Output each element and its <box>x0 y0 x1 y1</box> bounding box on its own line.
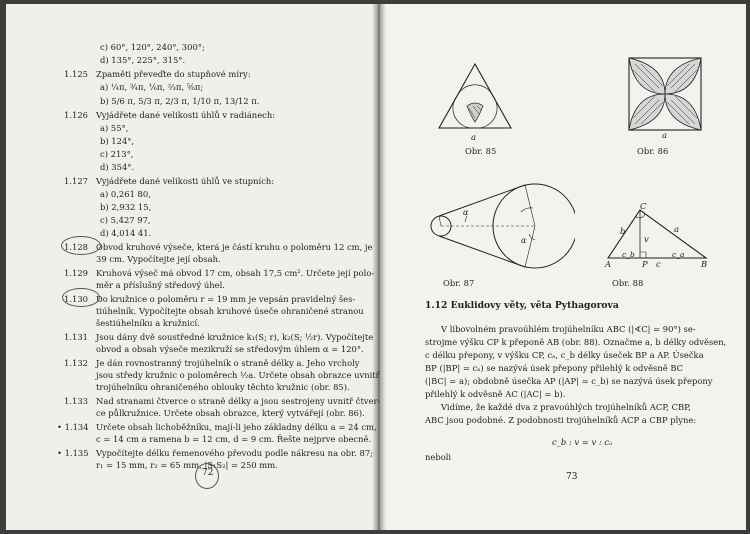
paragraph-line: BP (|BP| = cₐ) se nazývá úsek přepony přilehlý k odvěsně BC <box>425 363 684 373</box>
pencil-circle-mark <box>62 288 100 307</box>
exercise-number: • 1.134 <box>57 422 89 432</box>
exercise-line: 39 cm. Vypočítejte její obsah. <box>96 254 221 264</box>
figure-85-caption: Obr. 85 <box>465 146 497 156</box>
figure-87-alpha-label-2: α <box>521 236 527 245</box>
exercise-number: 1.125 <box>64 69 88 79</box>
exercise-line: Nad stranami čtverce o straně délky a jsou sestrojeny uvnitř čtver- <box>96 396 381 406</box>
figure-87-caption: Obr. 87 <box>443 278 475 288</box>
proportion-formula: c_b : v = v : cₐ <box>552 437 613 447</box>
exercise-number: 1.126 <box>64 110 88 120</box>
neboli-text: neboli <box>425 452 452 462</box>
figure-88-side-a: a <box>674 224 679 234</box>
exercise-number: 1.130 <box>64 294 88 304</box>
figure-88-side-b: b <box>620 226 626 236</box>
paragraph-line: přilehlý k odvěsně AC (|AC| = b). <box>425 389 566 399</box>
exercise-line: Zpaměti převeďte do stupňové míry: <box>96 69 251 79</box>
exercise-line: b) 5/6 π, 5/3 π, 2/3 π, 1/10 π, 13/12 π. <box>100 96 260 106</box>
figure-88-segment-cb: c_b <box>622 250 635 259</box>
exercise-line: Je dán rovnostranný trojúhelník o straně délky a. Jeho vrcholy <box>96 358 360 368</box>
exercise-line: Jsou dány dvě soustředné kružnice k₁(S; r), k₂(S; ½r). Vypočítejte <box>96 332 374 342</box>
exercise-line: obvod a obsah výseče mezikruží se středovým úhlem α = 120°. <box>96 344 364 354</box>
exercise-line: r₁ = 15 mm, r₂ = 65 mm, |S₁S₂| = 250 mm. <box>96 460 278 470</box>
exercise-line: Vypočítejte délku řemenového převodu podle nákresu na obr. 87; <box>96 448 374 458</box>
exercise-number: 1.128 <box>64 242 88 252</box>
figure-87-alpha-label: α <box>463 208 469 217</box>
exercise-line: a) ¼π, ¾π, ⅙π, ⅔π, ⅚π; <box>100 82 204 92</box>
exercise-number: 1.129 <box>64 268 88 278</box>
paragraph-line: ABC jsou podobné. Z podobnosti trojúhelníků ACP a CBP plyne: <box>425 415 697 425</box>
figure-85-label-a: a <box>471 132 476 142</box>
exercise-line: c) 213°, <box>100 149 134 159</box>
exercise-line: šestiúhelníku a kružnicí. <box>96 318 200 328</box>
figure-87-belt-drive <box>425 178 575 274</box>
figure-88-side-c: c <box>656 259 661 269</box>
section-heading: 1.12 Euklidovy věty, věta Pythagorova <box>425 300 619 311</box>
exercise-line: c) 5,427 97, <box>100 215 151 225</box>
exercise-line: d) 354°. <box>100 162 135 172</box>
figure-85-triangle <box>435 60 515 136</box>
exercise-line: Obvod kruhové výseče, která je částí kruhu o poloměru 12 cm, je <box>96 242 373 252</box>
exercise-line: Vyjádřete dané velikosti úhlů v radiánech: <box>96 110 276 120</box>
figure-88-right-triangle <box>602 200 712 264</box>
paragraph-line: V libovolném pravoúhlém trojúhelníku ABC (|∢C| = 90°) se- <box>441 324 696 334</box>
figure-88-caption: Obr. 88 <box>612 278 644 288</box>
exercise-line: měr a příslušný středový úhel. <box>96 280 225 290</box>
figure-88-segment-ca: c_a <box>672 250 685 259</box>
exercise-line: Do kružnice o poloměru r = 19 mm je vepsán pravidelný šes- <box>96 294 356 304</box>
figure-88-height-v: v <box>644 234 649 244</box>
exercise-number: 1.132 <box>64 358 88 368</box>
exercise-number: 1.133 <box>64 396 88 406</box>
exercise-line: d) 135°, 225°, 315°. <box>100 55 186 65</box>
exercise-line: b) 2,932 15, <box>100 202 152 212</box>
exercise-line: tiúhelník. Vypočítejte obsah kruhové úseče ohraničené stranou <box>96 306 364 316</box>
figure-86-label-a: a <box>662 130 667 140</box>
exercise-line: d) 4,014 41. <box>100 228 152 238</box>
exercise-line: ce půlkružnice. Určete obsah obrazce, který vytvářejí (obr. 86). <box>96 408 365 418</box>
exercise-line: Kruhová výseč má obvod 17 cm, obsah 17,5 cm². Určete její polo- <box>96 268 375 278</box>
paragraph-line: (|BC| = a); obdobně úsečka AP (|AP| = c_b) se nazývá úsek přepony <box>425 376 713 386</box>
paragraph-line: Vidíme, že každé dva z pravoúhlých trojúhelníků ACP, CBP, <box>441 402 691 412</box>
exercise-line: a) 0,261 80, <box>100 189 151 199</box>
book-gutter <box>372 4 386 530</box>
exercise-line: Určete obsah lichoběžníku, mají-li jeho základny délku a = 24 cm, <box>96 422 377 432</box>
figure-88-point-P: P <box>642 259 648 269</box>
exercise-number: 1.131 <box>64 332 88 342</box>
page-number-right: 73 <box>566 472 578 482</box>
exercise-line: jsou středy kružnic o poloměrech ½a. Určete obsah obrazce uvnitř <box>96 370 380 380</box>
page-number-left: 72 <box>202 468 214 478</box>
pencil-circle-mark <box>61 236 101 255</box>
exercise-line: b) 124°, <box>100 136 135 146</box>
exercise-number: • 1.135 <box>57 448 89 458</box>
paragraph-line: c délku přepony, v výšku CP, cₐ, c_b délky úseček BP a AP. Úsečka <box>425 350 704 360</box>
exercise-line: trojúhelníku ohraničeného oblouky těchto kružnic (obr. 85). <box>96 382 350 392</box>
paragraph-line: strojme výšku CP k přeponě AB (obr. 88). Označme a, b délky odvěsen, <box>425 337 727 347</box>
figure-88-vertex-A: A <box>605 259 612 269</box>
figure-88-vertex-B: B <box>701 259 708 269</box>
figure-86-square-petals <box>625 56 705 132</box>
exercise-line: c) 60°, 120°, 240°, 300°; <box>100 42 205 52</box>
figure-86-caption: Obr. 86 <box>637 146 669 156</box>
exercise-number: 1.127 <box>64 176 88 186</box>
exercise-line: a) 55°, <box>100 123 129 133</box>
exercise-line: Vyjádřete dané velikosti úhlů ve stupních: <box>96 176 275 186</box>
figure-88-vertex-C: C <box>640 201 647 211</box>
exercise-line: c = 14 cm a ramena b = 12 cm, d = 9 cm. Řešte nejprve obecně. <box>96 434 372 444</box>
